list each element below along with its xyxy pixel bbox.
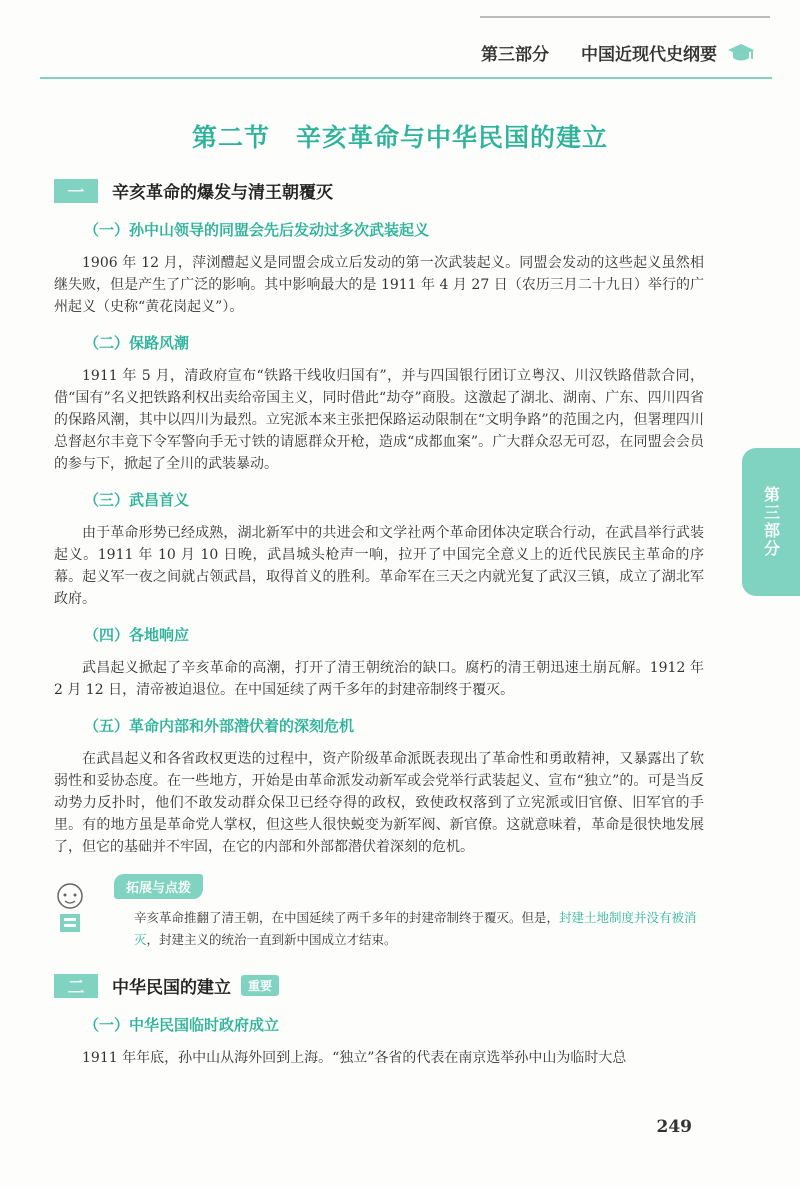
paragraph: 1911 年年底，孙中山从海外回到上海。“独立”各省的代表在南京选举孙中山为临时大总 xyxy=(82,1050,627,1066)
tip-box xyxy=(54,874,704,951)
important-badge: 重要 xyxy=(241,975,279,996)
top-decorative-line xyxy=(480,14,770,20)
paragraph: 由于革命形势已经成熟，湖北新军中的共进会和文学社两个革命团体决定联合行动，在武昌举行武装起义。1911 年 10 月 10 日晚，武昌城头枪声一响，拉开了中国完全意义上的近代民族民主革命的序幕。起义军一夜之间就占领武昌，取得首义的胜利。革命军在三天之内就光复了武汉三镇，成立了湖北军政府。 xyxy=(54,525,704,607)
paragraph: 在武昌起义和各省政权更迭的过程中，资产阶级革命派既表现出了革命性和勇敢精神，又暴露出了软弱性和妥协态度。在一些地方，开始是由革命派发动新军或会党举行武装起义、宣布“独立”的。可是当反动势力反扑时，他们不敢发动群众保卫已经夺得的政权，致使政权落到了立宪派或旧官僚、旧军官的手里。有的地方虽是革命党人掌权，但这些人很快蜕变为新军阀、新官僚。这就意味着，革命是很快地发展了，但它的基础并不牢固，在它的内部和外部都潜伏着深刻的危机。 xyxy=(54,751,704,855)
section-heading-2 xyxy=(54,973,704,998)
side-part-tab[interactable] xyxy=(742,448,800,596)
teacher-avatar-icon xyxy=(48,880,92,936)
tip-text xyxy=(134,907,704,951)
header-rule xyxy=(40,77,772,79)
section-heading-text: 辛亥革命的爆发与清王朝覆灭 xyxy=(112,183,333,203)
paragraph: 1906 年 12 月，萍浏醴起义是同盟会成立后发动的第一次武装起义。同盟会发动的这些起义虽然相继失败，但是产生了广泛的影响。其中影响最大的是 1911 年 4 月 27 日（农历三月二十九日）举行的广州起义（史称“黄花岗起义”）。 xyxy=(54,255,704,315)
section-number: 一 xyxy=(54,179,98,203)
section-heading-1 xyxy=(54,178,704,203)
subsection-title: （四）各地响应 xyxy=(84,626,190,644)
subsection-title: （五）革命内部和外部潜伏着的深刻危机 xyxy=(84,717,355,735)
paragraph: 武昌起义掀起了辛亥革命的高潮，打开了清王朝统治的缺口。腐朽的清王朝迅速土崩瓦解。1912 年 2 月 12 日，清帝被迫退位。在中国延续了两千多年的封建帝制终于覆灭。 xyxy=(54,660,704,698)
section-title: 第二节 辛亥革命与中华民国的建立 xyxy=(191,123,608,152)
tip-text-after: ，封建主义的统治一直到新中国成立才结束。 xyxy=(146,932,397,947)
tip-text-before: 辛亥革命推翻了清王朝，在中国延续了两千多年的封建帝制终于覆灭。但是， xyxy=(134,910,560,925)
subsection-title: （三）武昌首义 xyxy=(84,491,190,509)
section-heading-text: 中华民国的建立 xyxy=(112,978,231,998)
section-number: 二 xyxy=(54,974,98,998)
paragraph: 1911 年 5 月，清政府宣布“铁路干线收归国有”，并与四国银行团订立粤汉、川汉铁路借款合同，借“国有”名义把铁路利权出卖给帝国主义，同时借此“劫夺”商股。这激起了湖北、湖南、广东、四川四省的保路风潮，其中以四川为最烈。立宪派本来主张把保路运动限制在“文明争路”的范围之内，但署理四川总督赵尔丰竟下令军警向手无寸铁的请愿群众开枪，造成“成都血案”。广大群众忍无可忍，在同盟会会员的参与下，掀起了全川的武装暴动。 xyxy=(54,368,704,472)
page-header xyxy=(481,40,755,65)
side-tab-label: 第三部分 xyxy=(761,486,781,558)
graduation-cap-icon xyxy=(727,42,755,64)
subsection-title: （一）中华民国临时政府成立 xyxy=(84,1016,280,1034)
main-content xyxy=(54,178,704,1083)
subsection-title: （二）保路风潮 xyxy=(84,334,190,352)
tip-label: 拓展与点拨 xyxy=(114,874,203,899)
page-number: 249 xyxy=(656,1117,692,1137)
subsection-title: （一）孙中山领导的同盟会先后发动过多次武装起义 xyxy=(84,221,430,239)
header-part: 第三部分 xyxy=(481,45,549,65)
tip-text-highlight: 封建土地制度并没有被消灭 xyxy=(134,910,697,947)
header-title: 中国近现代史纲要 xyxy=(581,45,717,65)
